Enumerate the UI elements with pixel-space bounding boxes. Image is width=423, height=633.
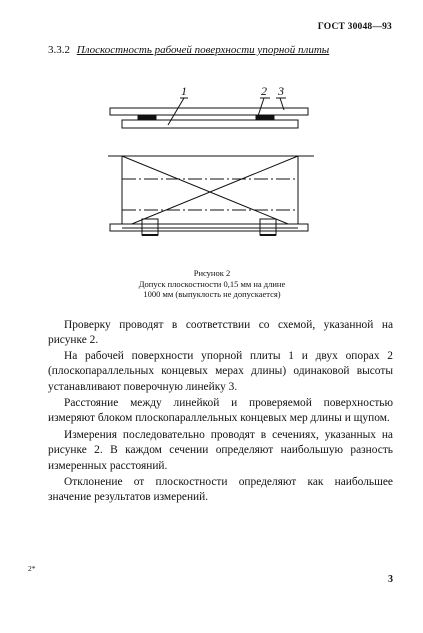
caption-line-1: Допуск плоскостности 0,15 мм на длине	[138, 278, 286, 289]
section-number: 3.3.2	[48, 44, 70, 56]
gauge-block-left	[138, 115, 156, 120]
figure-2-diagram	[108, 78, 318, 258]
caption-title: Рисунок 2	[193, 268, 231, 278]
paragraph-5: Отклонение от плоскостности определяют как наибольшее значение результатов измерений.	[48, 476, 393, 504]
standard-number: ГОСТ 30048—93	[317, 22, 392, 32]
straightedge-top	[110, 108, 308, 115]
paragraph-3: Расстояние между линейкой и проверяемой поверхностью измеряют блоком плоскопараллельных концевых мер длины и щупом.	[48, 397, 393, 425]
section-title: Плоскостность рабочей поверхности упорной плиты	[76, 44, 330, 56]
plate	[122, 120, 298, 128]
paragraph-2: На рабочей поверхности упорной плиты 1 и двух опорах 2 (плоскопараллельных концевых мерах длины) одинаковой высоты устанавливают поверочную линейку 3.	[48, 350, 393, 393]
callout-3: 3	[278, 84, 284, 98]
callout-1: 1	[181, 84, 187, 98]
caption-line-2: 1000 мм (выпуклость не допускается)	[143, 289, 281, 299]
section-heading	[48, 44, 329, 56]
footer-signature-mark: 2*	[28, 564, 36, 573]
callout-2: 2	[261, 84, 267, 98]
paragraph-4: Измерения последовательно проводят в сечениях, указанных на рисунке 2. В каждом сечении определяют наибольшую разность измеренных расстояний.	[48, 429, 393, 472]
page-number: 3	[388, 574, 393, 585]
figure-caption	[62, 268, 362, 300]
paragraph-1: Проверку проводят в соответствии со схемой, указанной на рисунке 2.	[48, 319, 393, 347]
gauge-block-right	[256, 115, 274, 120]
